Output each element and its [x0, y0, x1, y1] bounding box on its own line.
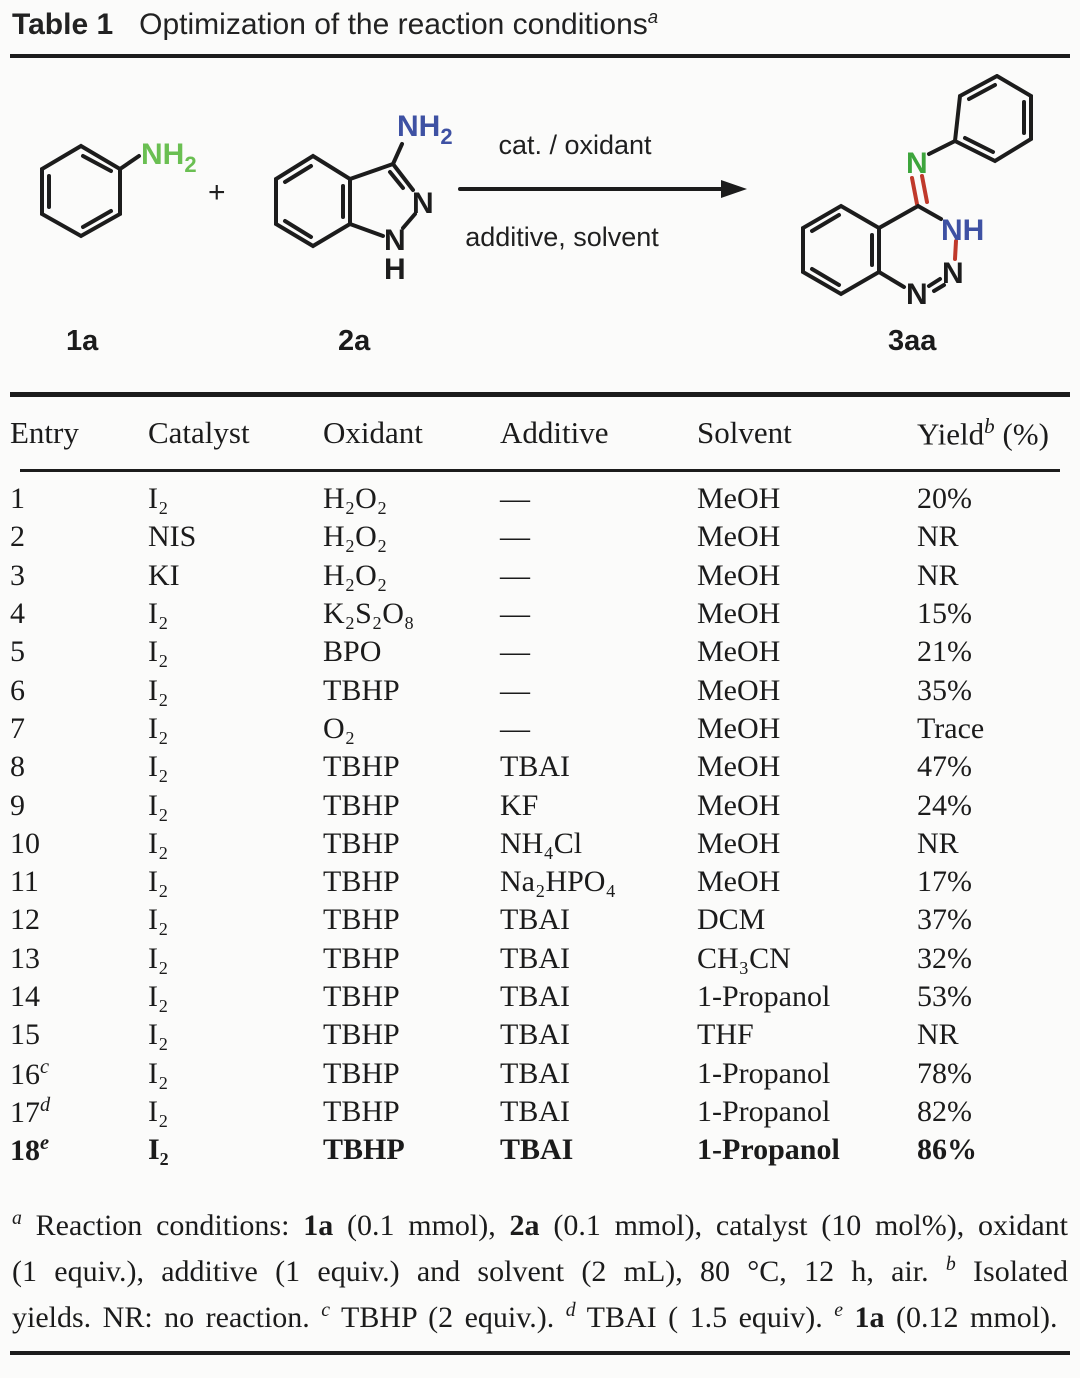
table-cell: NR [917, 826, 959, 860]
table-row [10, 595, 1068, 633]
n1-label-3aa: N [906, 278, 928, 311]
table-cell: MeOH [697, 865, 781, 899]
table-cell: 1 [10, 482, 25, 516]
table-cell: I₂ [148, 1018, 169, 1052]
compound-label-3aa: 3aa [888, 325, 937, 357]
table-header-row [10, 397, 1068, 469]
table-cell: 15 [10, 1018, 40, 1052]
table-cell: 14 [10, 980, 40, 1013]
table-body [10, 472, 1068, 1169]
optimization-table [10, 392, 1070, 1169]
column-header: Catalyst [148, 415, 250, 450]
column-header: Additive [500, 415, 609, 450]
table-cell: 11 [10, 865, 39, 899]
table-cell: H₂O₂ [323, 520, 388, 554]
table-row [10, 480, 1068, 518]
structure-aminoindazole-2a [276, 110, 453, 357]
table-cell: I₂ [148, 788, 169, 822]
table-cell: NR [917, 1018, 959, 1052]
table-cell: TBAI [500, 1094, 570, 1128]
table-cell: I₂ [148, 941, 169, 975]
table-cell: 18e [10, 1132, 50, 1168]
table-cell: MeOH [697, 520, 781, 554]
table-cell: 10 [10, 826, 40, 860]
table-cell: BPO [323, 635, 382, 669]
table-cell: — [500, 558, 530, 592]
table-cell: — [500, 482, 530, 516]
table-cell: — [500, 597, 530, 631]
column-header: Solvent [697, 415, 792, 450]
table-cell: 16$^c$ [10, 1055, 50, 1091]
table-cell: 20% [917, 482, 972, 516]
n2-label-3aa: N [942, 257, 964, 290]
table-cell: TBHP [323, 750, 400, 784]
table-cell: — [500, 635, 530, 669]
table-cell: TBAI [500, 941, 570, 975]
table-cell: I₂ [148, 1094, 169, 1128]
structure-product-3aa [803, 76, 1031, 357]
table-caption [0, 0, 1080, 54]
table-cell: I₂ [148, 673, 169, 707]
amine-label-1a: $NH_2$ [141, 138, 197, 177]
table-cell: TBHP [323, 903, 400, 937]
table-cell: TBHP [323, 1018, 400, 1052]
n2-label-2a: N [412, 187, 434, 220]
header-row [10, 397, 1068, 469]
table-cell: 82% [917, 1094, 972, 1128]
structure-aniline-1a [42, 138, 226, 357]
table-cell: O₂ [323, 711, 356, 745]
table-row [10, 1054, 1068, 1092]
table-cell: H₂O₂ [323, 482, 388, 516]
conditions-below-arrow: additive, solvent [465, 222, 659, 252]
table-cell: 17$^d$ [10, 1093, 51, 1129]
table-cell: 24% [917, 788, 972, 822]
table-cell: TBAI [500, 903, 570, 937]
table-cell: KI [148, 558, 180, 592]
table-row [10, 518, 1068, 556]
table-cell: TBAI [500, 1133, 574, 1167]
table-cell: 1-Propanol [697, 1056, 831, 1090]
bottom-divider [10, 1351, 1070, 1355]
table-cell: MeOH [697, 673, 781, 707]
table-cell: DCM [697, 903, 766, 937]
table-cell: 7 [10, 711, 25, 745]
table-row [10, 1093, 1068, 1131]
table-cell: I₂ [148, 750, 169, 784]
table-cell: I₂ [148, 597, 169, 631]
table-row [10, 1016, 1068, 1054]
table-cell: TBAI [500, 1056, 570, 1090]
top-divider [10, 54, 1070, 58]
table-cell: 1-Propanol [697, 1133, 840, 1167]
table-cell: 8 [10, 750, 25, 784]
table-row [10, 978, 1068, 1016]
table-cell: 9 [10, 788, 25, 822]
table-cell: TBHP [323, 826, 400, 860]
table-cell: I₂ [148, 1056, 169, 1090]
table-cell: 13 [10, 941, 40, 975]
table-cell: — [500, 711, 530, 745]
table-cell: I₂ [148, 980, 169, 1013]
table-cell: 5 [10, 635, 25, 669]
table-cell: 12 [10, 903, 40, 937]
table-cell: I₂ [148, 903, 169, 937]
column-header: Oxidant [323, 415, 423, 450]
table-row [10, 825, 1068, 863]
table-row [10, 710, 1068, 748]
table-cell: TBHP [323, 1094, 400, 1128]
table-cell: K₂S₂O₈ [323, 597, 415, 631]
table-cell: TBHP [323, 1056, 400, 1090]
table-cell: NR [917, 520, 959, 554]
table-cell: 4 [10, 597, 25, 631]
table-cell: MeOH [697, 597, 781, 631]
table-cell: MeOH [697, 635, 781, 669]
table-number: Table 1 [12, 8, 114, 41]
table-cell: 78% [917, 1056, 972, 1090]
table-cell: 6 [10, 673, 25, 707]
table-row [10, 557, 1068, 595]
compound-label-1a: 1a [66, 325, 99, 357]
table-cell: 86% [917, 1133, 977, 1167]
table-cell: 1-Propanol [697, 980, 831, 1013]
table-row [10, 786, 1068, 824]
table-row [10, 901, 1068, 939]
reaction-scheme [0, 74, 1080, 384]
table-cell: — [500, 520, 530, 554]
table-cell: TBHP [323, 788, 400, 822]
table-cell: TBHP [323, 673, 400, 707]
table-cell: TBHP [323, 980, 400, 1013]
table-cell: I₂ [148, 1133, 169, 1167]
table-cell: 17% [917, 865, 972, 899]
table-cell: 21% [917, 635, 972, 669]
n1-label-2a: N [384, 224, 406, 257]
table-cell: NH₄Cl [500, 826, 583, 860]
amine-label-2a: $NH_2$ [397, 110, 453, 149]
table-row [10, 633, 1068, 671]
table-cell: CH₃CN [697, 941, 791, 975]
table-cell: THF [697, 1018, 754, 1052]
table-cell: 32% [917, 941, 972, 975]
table-cell: I₂ [148, 865, 169, 899]
caption-footnote-marker: a [647, 6, 659, 27]
table-row [10, 1131, 1068, 1169]
table-cell: MeOH [697, 711, 781, 745]
table-cell: MeOH [697, 826, 781, 860]
table-cell: 1-Propanol [697, 1094, 831, 1128]
table-cell: 15% [917, 597, 972, 631]
table-cell: NIS [148, 520, 197, 554]
table-title-text: Optimization of the reaction conditions [139, 8, 648, 41]
table-cell: I₂ [148, 711, 169, 745]
table-cell: TBAI [500, 1018, 570, 1052]
table-cell: — [500, 673, 530, 707]
table-cell: TBHP [323, 865, 400, 899]
table-cell: TBAI [500, 980, 570, 1013]
table-cell: Trace [917, 711, 985, 745]
table-cell: 35% [917, 673, 972, 707]
table-cell: 3 [10, 558, 25, 592]
table-row [10, 671, 1068, 709]
table-cell: 2 [10, 520, 25, 554]
conditions-above-arrow: cat. / oxidant [498, 130, 652, 160]
footnote-text: $^a$ Reaction conditions: 1a (0.1 mmol), 2a (0.1 mmol), catalyst (10 mol%), oxidant (1 equiv.), additive (1 equiv.) and solvent (2 mL), 80 °C, 12 h, air. $^b$ Isolated yields. NR: no reaction. $^c$ TBHP (2 equiv.). $^d$ TBAI ( 1.5 equiv). $^e$ 1a (0.12 mmol). [12, 1207, 1069, 1335]
reaction-arrow [460, 130, 747, 252]
table-cell: 53% [917, 980, 972, 1013]
table-cell: 37% [917, 903, 972, 937]
table-cell: I₂ [148, 635, 169, 669]
table-cell: MeOH [697, 750, 781, 784]
table-cell: MeOH [697, 558, 781, 592]
table-cell: H₂O₂ [323, 558, 388, 592]
table-cell: TBHP [323, 941, 400, 975]
table-row [10, 748, 1068, 786]
column-header: Yield$^b$ (%) [917, 413, 1049, 452]
table-row [10, 940, 1068, 978]
compound-label-2a: 2a [338, 325, 371, 357]
table-cell: MeOH [697, 788, 781, 822]
plus-sign: + [208, 176, 226, 209]
table-cell: NR [917, 558, 959, 592]
table-cell: I₂ [148, 482, 169, 516]
table-cell: TBHP [323, 1133, 405, 1167]
table-cell: I₂ [148, 826, 169, 860]
table-cell: KF [500, 788, 539, 822]
table-cell: 47% [917, 750, 972, 784]
column-header: Entry [10, 415, 79, 450]
table-cell: MeOH [697, 482, 781, 516]
table-cell: TBAI [500, 750, 570, 784]
h-label-2a: H [384, 253, 406, 286]
table-cell: Na₂HPO₄ [500, 865, 616, 899]
imine-n-label-3aa: N [906, 147, 928, 180]
nh-label-3aa: NH [941, 214, 985, 247]
table-row [10, 863, 1068, 901]
